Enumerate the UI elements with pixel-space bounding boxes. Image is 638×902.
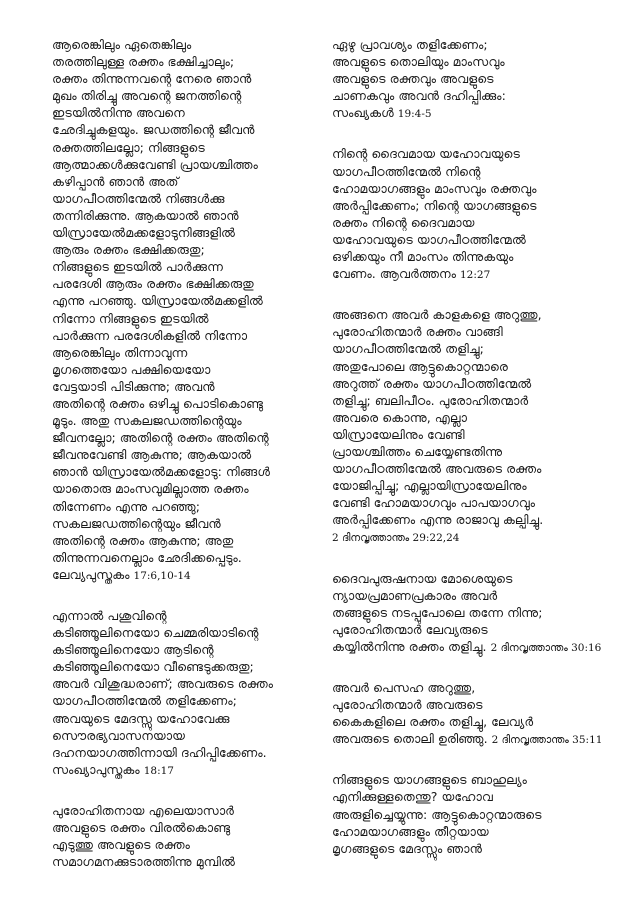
paragraph-numbers-18 xyxy=(52,607,320,780)
right-column xyxy=(332,36,604,881)
paragraph-chronicles-35 xyxy=(332,679,604,749)
paragraph-chronicles-30 xyxy=(332,570,604,657)
verse-reference: 2 ദിനവൃത്താന്തം 35:11 xyxy=(491,734,603,747)
paragraph-text: നിന്റെ ദൈവമായ യഹോവയുടെ യാഗപീഠത്തിന്മേൽ നിന്റെ ഹോമയാഗങ്ങളും മാംസവും രക്തവും അർപ്പിക്കേണം; നിന്റെ യാഗങ്ങളുടെ രക്തം നിന്റെ ദൈവമായ യഹോവയുടെ യാഗപീഠത്തിന്മേൽ ഒഴിക്കയും നീ മാംസം തിന്നുകയും വേണം. ആവർത്തനം xyxy=(332,146,537,282)
paragraph-isaiah-sacrifices xyxy=(332,771,604,858)
paragraph-text: നിങ്ങളുടെ യാഗങ്ങളുടെ ബാഹുല്യം എനിക്കുള്ളതെന്തു? യഹോവ അരുളിച്ചെയ്യുന്നു: ആട്ടുകൊറ്റന്മാരുടെ ഹോമയാഗങ്ങളും തീറ്റയായ മൃഗങ്ങളുടെ മേദസ്സും ഞാൻ xyxy=(332,772,542,856)
verse-reference: 12:27 xyxy=(460,269,491,282)
verse-reference: 17:6,10-14 xyxy=(133,569,191,582)
verse-reference: 2 ദിനവൃത്താന്തം 30:16 xyxy=(490,641,602,654)
paragraph-leviticus-17 xyxy=(52,36,320,585)
left-column xyxy=(52,36,320,894)
paragraph-chronicles-29 xyxy=(332,306,604,547)
paragraph-text: എന്നാൽ പശുവിന്റെ കടിഞ്ഞൂലിനെയോ ചെമ്മരിയാടിന്റെ കടിഞ്ഞൂലിനെയോ ആടിന്റെ കടിഞ്ഞൂലിനെയോ വീണ്ടെടുക്കരുതു; അവർ വിശുദ്ധരാണ്; അവരുടെ രക്തം യാഗപീഠത്തിന്മേൽ തളിക്കേണം; അവയുടെ മേദസ്സു യഹോവേക്കു സൌരഭ്യവാസനയായ ദഹനയാഗത്തിന്നായി ദഹിപ്പിക്കേണം. സംഖ്യാപുസ്തകം xyxy=(52,608,274,777)
verse-reference: 18:17 xyxy=(143,764,174,777)
paragraph-text: ഏഴു പ്രാവശ്യം തളിക്കേണം; അവളുടെ തൊലിയും മാംസവും അവളുടെ രക്തവും അവളുടെ ചാണകവും അവൻ ദഹിപ്പിക്കും: സംഖ്യകൾ xyxy=(332,37,506,121)
paragraph-text: പുരോഹിതനായ എലെയാസാർ അവളുടെ രക്തം വിരൽകൊണ്ടു എടുത്തു അവളുടെ രക്തം സമാഗമനക്കുടാരത്തിന്നു മുമ്പിൽ xyxy=(52,802,236,870)
paragraph-text: അവർ പെസഹ അറുത്തു, പുരോഹിതന്മാർ അവരുടെ കൈകളിലെ രക്തം തളിച്ചു, ലേവ്യർ അവരുടെ തൊലി ഉരിഞ്ഞു. xyxy=(332,680,534,747)
paragraph-text: ദൈവപുരുഷനായ മോശെയുടെ ന്യായപ്രമാണപ്രകാരം അവർ തങ്ങളുടെ നടപ്പുപോലെ തന്നേ നിന്നു; പുരോഹിതന്മാർ ലേവ്യരുടെ കയ്യിൽനിന്നു രക്തം തളിച്ചു. xyxy=(332,570,543,654)
paragraph-text: ആരെങ്കിലും ഏതെങ്കിലും തരത്തിലുള്ള രക്തം ഭക്ഷിച്ചാലും; രക്തം തിന്നുന്നവന്റെ നേരെ ഞാൻ മുഖം തിരിച്ചു അവന്റെ ജനത്തിന്റെ ഇടയിൽനിന്നു അവനെ ഛേദിച്ചുകളയും. ജഡത്തിന്റെ ജീവൻ രക്തത്തിലല്ലോ; നിങ്ങളുടെ ആത്മാക്കൾക്കുവേണ്ടി പ്രായശ്ചിത്തം കഴിപ്പാൻ ഞാൻ അത് യാഗപീഠത്തിന്മേൽ നിങ്ങൾക്കു തന്നിരിക്കുന്നു. ആകയാൽ ഞാൻ യിസ്രായേൽമക്കളോടുനിങ്ങളിൽ ആരും രക്തം ഭക്ഷിക്കരുതു; നിങ്ങളുടെ ഇടയിൽ പാർക്കുന്ന പരദേശി ആരും രക്തം ഭക്ഷിക്കരുതു എന്നു പറഞ്ഞു. യിസ്രായേൽമക്കളിൽ നിന്നോ നിങ്ങളുടെ ഇടയിൽ പാർക്കുന്ന പരദേശികളിൽ നിന്നോ ആരെങ്കിലും തിന്നാവുന്ന മൃഗത്തെയോ പക്ഷിയെയോ വേട്ടയാടി പിടിക്കുന്നു; അവൻ അതിന്റെ രക്തം ഒഴിച്ചു പൊടികൊണ്ടു മൂടും. അതു സകലജഡത്തിന്റെയും ജീവനല്ലോ; അതിന്റെ രക്തം അതിന്റെ ജീവനുവേണ്ടി ആകുന്നു; ആകയാൽ ഞാൻ യിസ്രായേൽമക്കളോടു: നിങ്ങൾ യാതൊരു മാംസവുമില്ലാത്ത രക്തം തിന്നേണം എന്നു പറഞ്ഞു; സകലജഡത്തിന്റെയും ജീവൻ അതിന്റെ രക്തം ആകുന്നു; അതു തിന്നുന്നവനെല്ലാം ഛേദിക്കപ്പെടും. ലേവ്യപുസ്തകം xyxy=(52,37,270,582)
verse-reference: 2 ദിനവൃത്താന്തം 29:22,24 xyxy=(332,532,460,545)
paragraph-deuteronomy-12 xyxy=(332,145,604,284)
paragraph-numbers-19 xyxy=(332,36,604,123)
paragraph-eleazar xyxy=(52,802,320,872)
verse-reference: 19:4-5 xyxy=(397,108,432,121)
paragraph-text: അങ്ങനെ അവർ കാളകളെ അറുത്തു, പുരോഹിതന്മാർ രക്തം വാങ്ങി യാഗപീഠത്തിന്മേൽ തളിച്ചു; അതുപോലെ ആട്ടുകൊറ്റന്മാരെ അറുത്ത് രക്തം യാഗപീഠത്തിന്മേൽ തളിച്ചു; ബലിപീഠം. പുരോഹിതന്മാർ അവരെ കൊന്നു, എല്ലാ യിസ്രായേലിനും വേണ്ടി പ്രായശ്ചിത്തം ചെയ്യേണ്ടതിന്നു യാഗപീഠത്തിന്മേൽ അവരുടെ രക്തം യോജിപ്പിച്ചു; എല്ലായിസ്രായേലിനും വേണ്ടി ഹോമയാഗവും പാപയാഗവും അർപ്പിക്കേണം എന്നു രാജാവു കല്പിച്ചു. xyxy=(332,307,544,528)
